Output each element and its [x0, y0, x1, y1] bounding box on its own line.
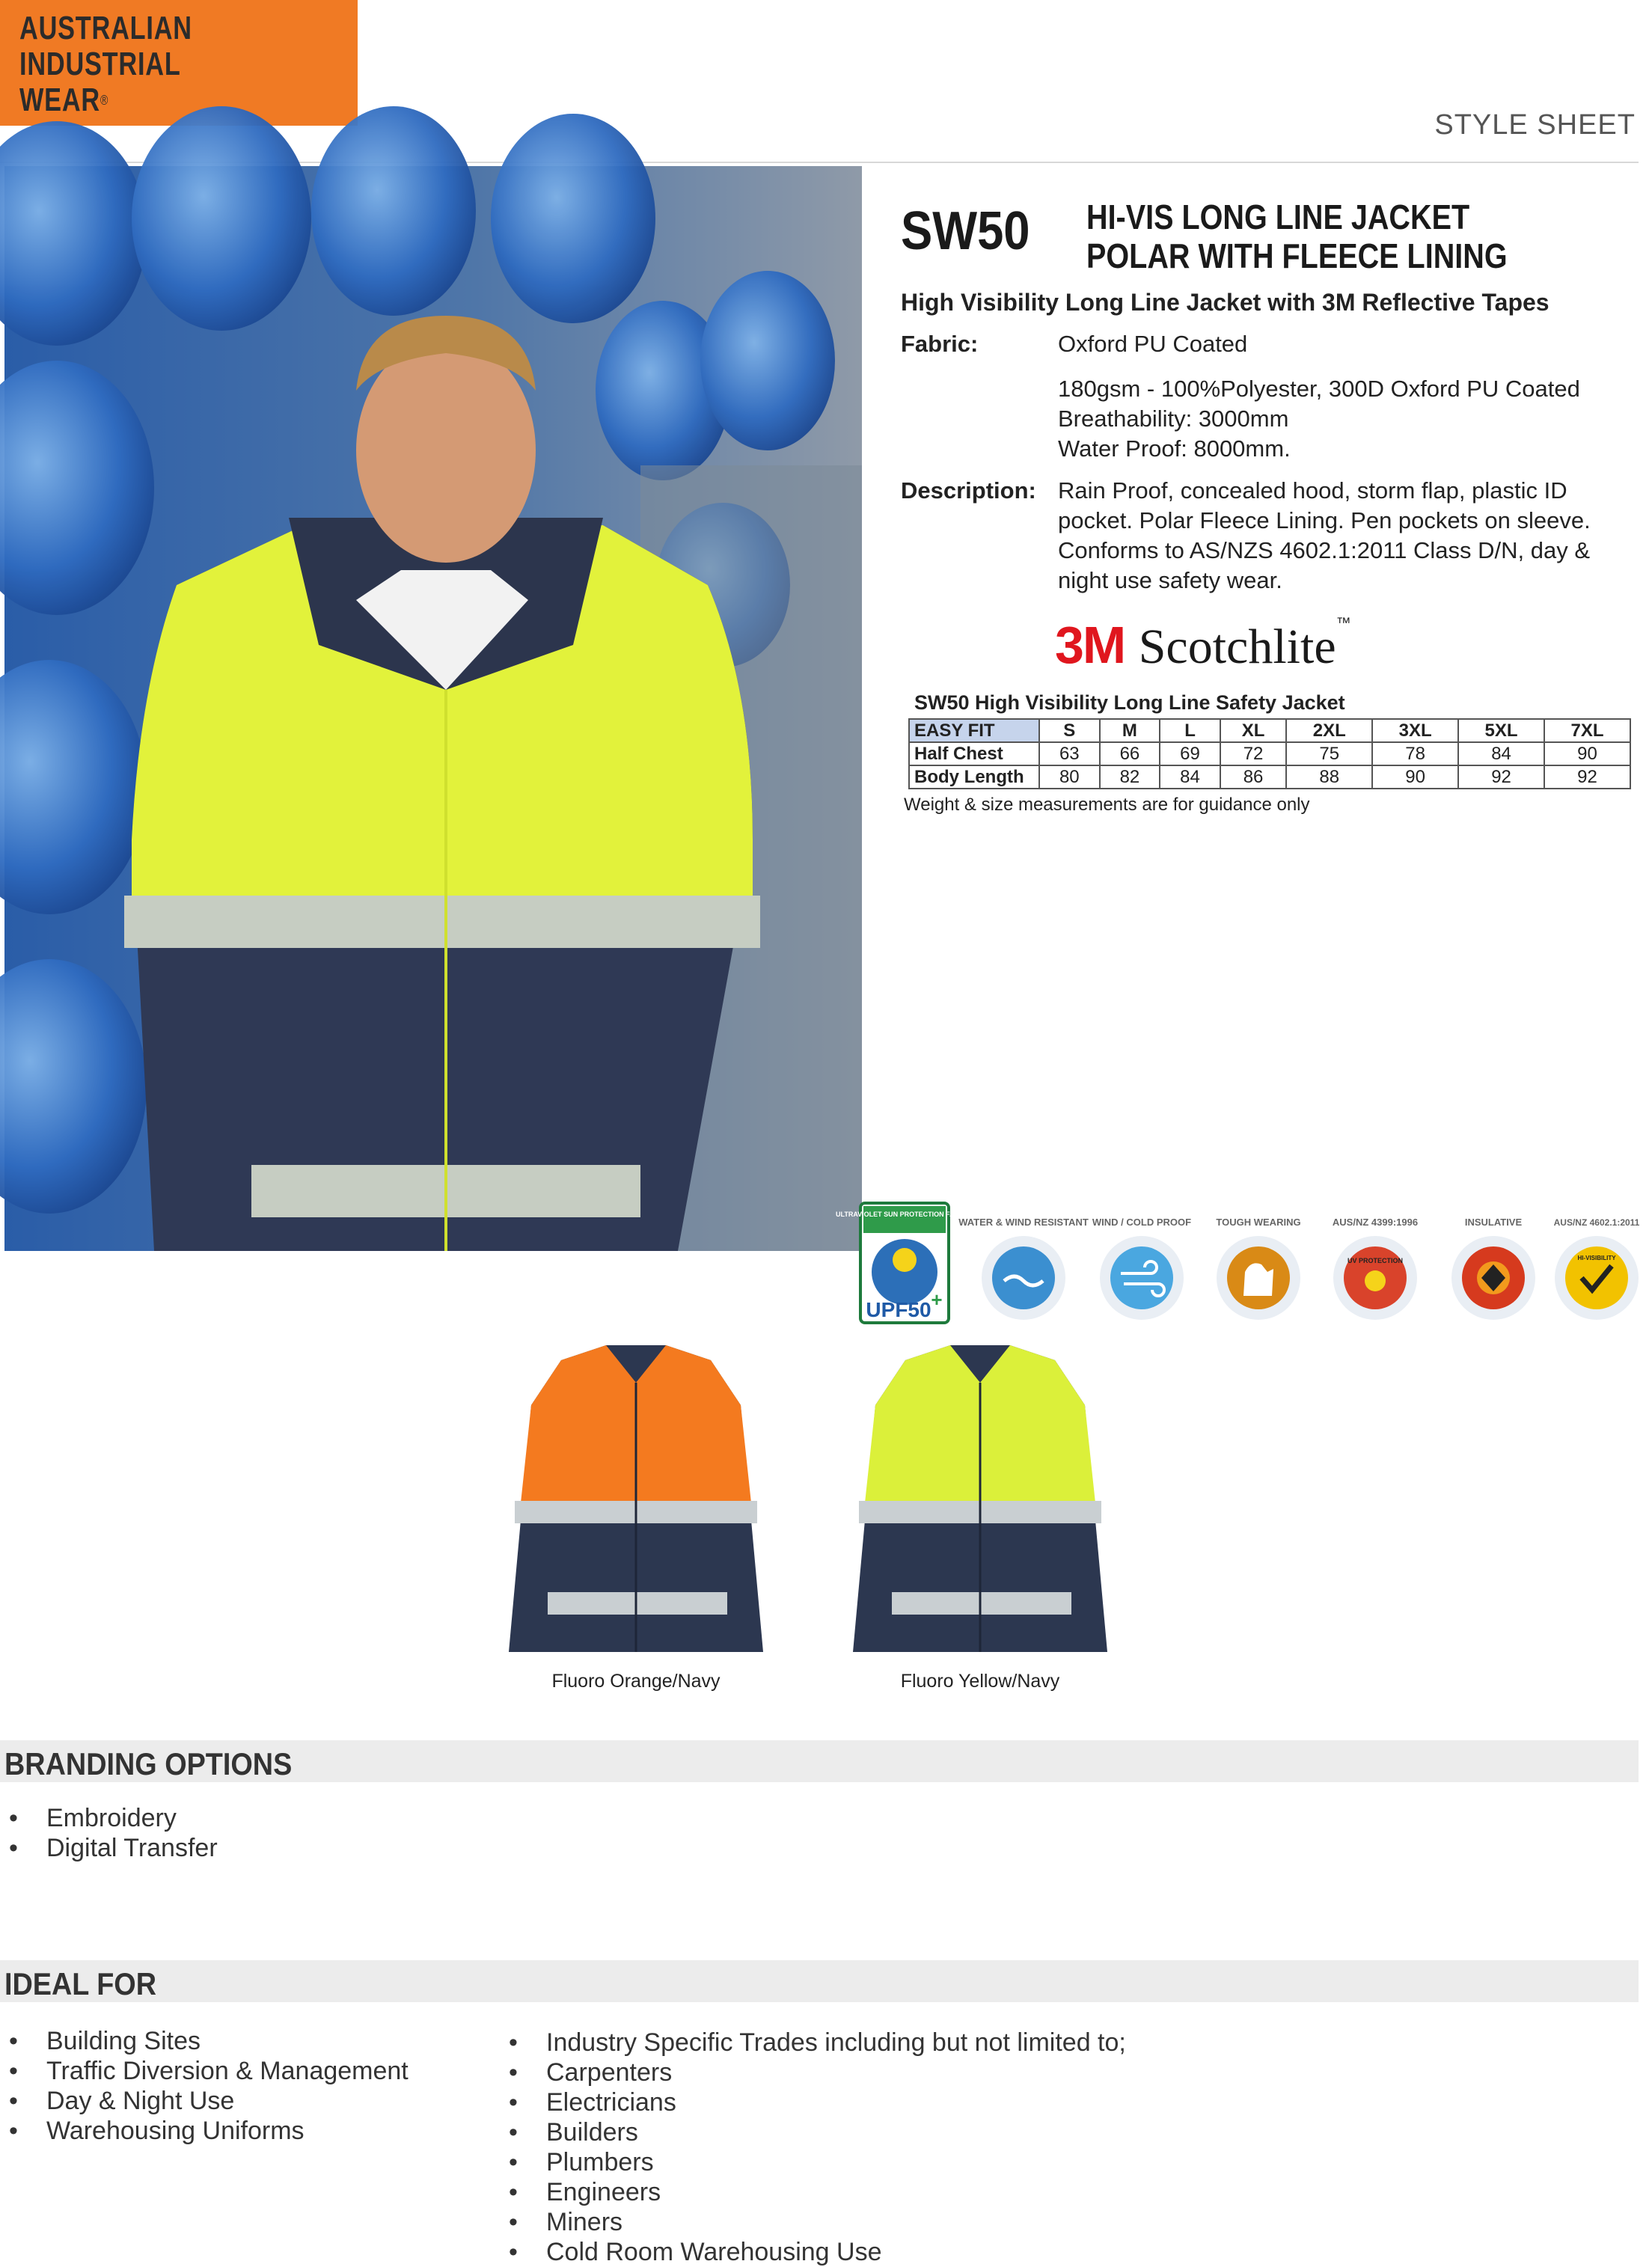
list-item: • Traffic Diversion & Management — [9, 2057, 409, 2085]
ideal-for-bar — [0, 1960, 1639, 2002]
list-item: • Cold Room Warehousing Use — [509, 2238, 882, 2266]
size-header: M — [1100, 719, 1160, 742]
colourway-caption: Fluoro Yellow/Navy — [900, 1671, 1060, 1692]
size-header: S — [1039, 719, 1100, 742]
size-header: 5XL — [1458, 719, 1544, 742]
table-cell: 84 — [1458, 742, 1544, 765]
insulative-icon — [1451, 1217, 1535, 1320]
description-line: Conforms to AS/NZS 4602.1:2011 Class D/N, day & — [1058, 537, 1591, 563]
badge-label: WIND / COLD PROOF — [1092, 1217, 1192, 1228]
size-header: L — [1160, 719, 1220, 742]
ideal-for-heading: IDEAL FOR — [4, 1966, 157, 2001]
table-cell: 90 — [1544, 742, 1630, 765]
row-label: Body Length — [909, 765, 1039, 789]
badge-sub: HI-VISIBILITY — [1577, 1255, 1616, 1261]
list-item: • Carpenters — [509, 2058, 673, 2087]
colourway-orange — [494, 1338, 778, 1692]
description-label: Description: — [901, 477, 1036, 504]
table-cell: 66 — [1100, 742, 1160, 765]
product-code: SW50 — [901, 201, 1030, 261]
brand-logo — [0, 0, 358, 126]
table-cell: 80 — [1039, 765, 1100, 789]
ideal-for-list-right — [504, 2028, 1126, 2267]
fabric-specs — [1058, 374, 1580, 464]
table-cell: 88 — [1286, 765, 1372, 789]
feature-badges — [836, 1200, 1643, 1327]
table-cell: 78 — [1372, 742, 1458, 765]
badge-sub: UV PROTECTION — [1347, 1257, 1404, 1264]
jacket-orange-navy-image — [494, 1338, 778, 1667]
branding-options-bar — [0, 1740, 1639, 1782]
trademark: ™ — [1336, 615, 1351, 631]
table-cell: 92 — [1544, 765, 1630, 789]
wind-cold-icon — [1092, 1217, 1191, 1320]
size-header-row — [909, 719, 1630, 742]
table-cell: 84 — [1160, 765, 1220, 789]
table-cell: 86 — [1220, 765, 1286, 789]
registered-mark: ® — [100, 93, 109, 108]
style-sheet-label: STYLE SHEET — [1434, 109, 1636, 141]
easy-fit-label: EASY FIT — [909, 719, 1039, 742]
table-row — [909, 742, 1630, 765]
tough-wearing-icon — [1216, 1217, 1300, 1320]
product-subtitle: High Visibility Long Line Jacket with 3M Reflective Tapes — [901, 289, 1549, 316]
upf-value: UPF50 — [866, 1298, 931, 1321]
logo-line-1: AUSTRALIAN — [19, 10, 192, 46]
jacket-yellow-navy-image — [838, 1338, 1122, 1667]
model-wearing-jacket-illustration — [4, 166, 862, 1251]
size-header: XL — [1220, 719, 1286, 742]
badge-label: AUS/NZ 4399:1996 — [1332, 1217, 1419, 1228]
product-title: HI-VIS LONG LINE JACKET POLAR WITH FLEECE LINING — [1086, 198, 1508, 275]
table-cell: 72 — [1220, 742, 1286, 765]
branding-options-list — [4, 1803, 218, 1863]
list-item: • Embroidery — [9, 1804, 177, 1832]
upf-plus: + — [931, 1288, 943, 1311]
3m-mark: 3M — [1055, 616, 1125, 674]
description-line: Rain Proof, concealed hood, storm flap, plastic ID — [1058, 477, 1567, 504]
size-chart-note: Weight & size measurements are for guidance only — [904, 795, 1310, 815]
colourway-yellow — [838, 1338, 1122, 1692]
list-item: • Warehousing Uniforms — [9, 2117, 305, 2145]
uv-protection-icon — [1333, 1217, 1418, 1320]
size-header: 7XL — [1544, 719, 1630, 742]
upf-top-text: ULTRAVIOLET SUN PROTECTION FACTOR — [836, 1211, 973, 1218]
table-cell: 90 — [1372, 765, 1458, 789]
list-item: • Plumbers — [509, 2148, 654, 2176]
description-line: pocket. Polar Fleece Lining. Pen pockets on sleeve. — [1058, 507, 1591, 533]
table-cell: 69 — [1160, 742, 1220, 765]
description-text — [1058, 476, 1591, 596]
fabric-spec-line: 180gsm - 100%Polyester, 300D Oxford PU Coated — [1058, 376, 1580, 402]
list-item: • Miners — [509, 2208, 623, 2236]
fabric-spec-line: Water Proof: 8000mm. — [1058, 435, 1291, 462]
branding-options-heading: BRANDING OPTIONS — [4, 1746, 293, 1781]
size-header: 3XL — [1372, 719, 1458, 742]
fabric-label: Fabric: — [901, 331, 979, 357]
logo-line-3: WEAR — [19, 82, 100, 118]
list-item: • Electricians — [509, 2088, 676, 2117]
table-cell: 82 — [1100, 765, 1160, 789]
table-cell: 92 — [1458, 765, 1544, 789]
fabric-spec-line: Breathability: 3000mm — [1058, 406, 1289, 432]
size-chart-title: SW50 High Visibility Long Line Safety Jacket — [914, 691, 1345, 714]
badge-label: TOUGH WEARING — [1216, 1217, 1301, 1228]
list-item: • Engineers — [509, 2178, 661, 2206]
row-label: Half Chest — [909, 742, 1039, 765]
description-line: night use safety wear. — [1058, 567, 1282, 593]
water-wind-icon — [958, 1217, 1089, 1320]
hero-photo — [4, 166, 862, 1251]
logo-line-2: INDUSTRIAL — [19, 46, 181, 82]
badge-label: AUS/NZ 4602.1:2011 — [1553, 1217, 1640, 1228]
list-item: • Industry Specific Trades including but not limited to; — [509, 2028, 1126, 2057]
fabric-value: Oxford PU Coated — [1058, 331, 1248, 357]
size-chart-table — [908, 718, 1631, 789]
table-cell: 75 — [1286, 742, 1372, 765]
ideal-for-list-left — [4, 2026, 409, 2146]
list-item: • Digital Transfer — [9, 1834, 218, 1862]
hi-vis-standard-icon — [1554, 1217, 1640, 1320]
list-item: • Day & Night Use — [9, 2087, 235, 2115]
list-item: • Building Sites — [9, 2027, 201, 2055]
badges-svg — [836, 1200, 1643, 1327]
scotchlite-name: Scotchlite — [1138, 619, 1336, 674]
badge-label: WATER & WIND RESISTANT — [958, 1217, 1089, 1228]
list-item: • Builders — [509, 2118, 638, 2147]
size-header: 2XL — [1286, 719, 1372, 742]
table-cell: 63 — [1039, 742, 1100, 765]
table-row — [909, 765, 1630, 789]
scotchlite-logo — [1055, 615, 1351, 676]
badge-label: INSULATIVE — [1464, 1217, 1523, 1228]
colourway-caption: Fluoro Orange/Navy — [551, 1671, 721, 1692]
